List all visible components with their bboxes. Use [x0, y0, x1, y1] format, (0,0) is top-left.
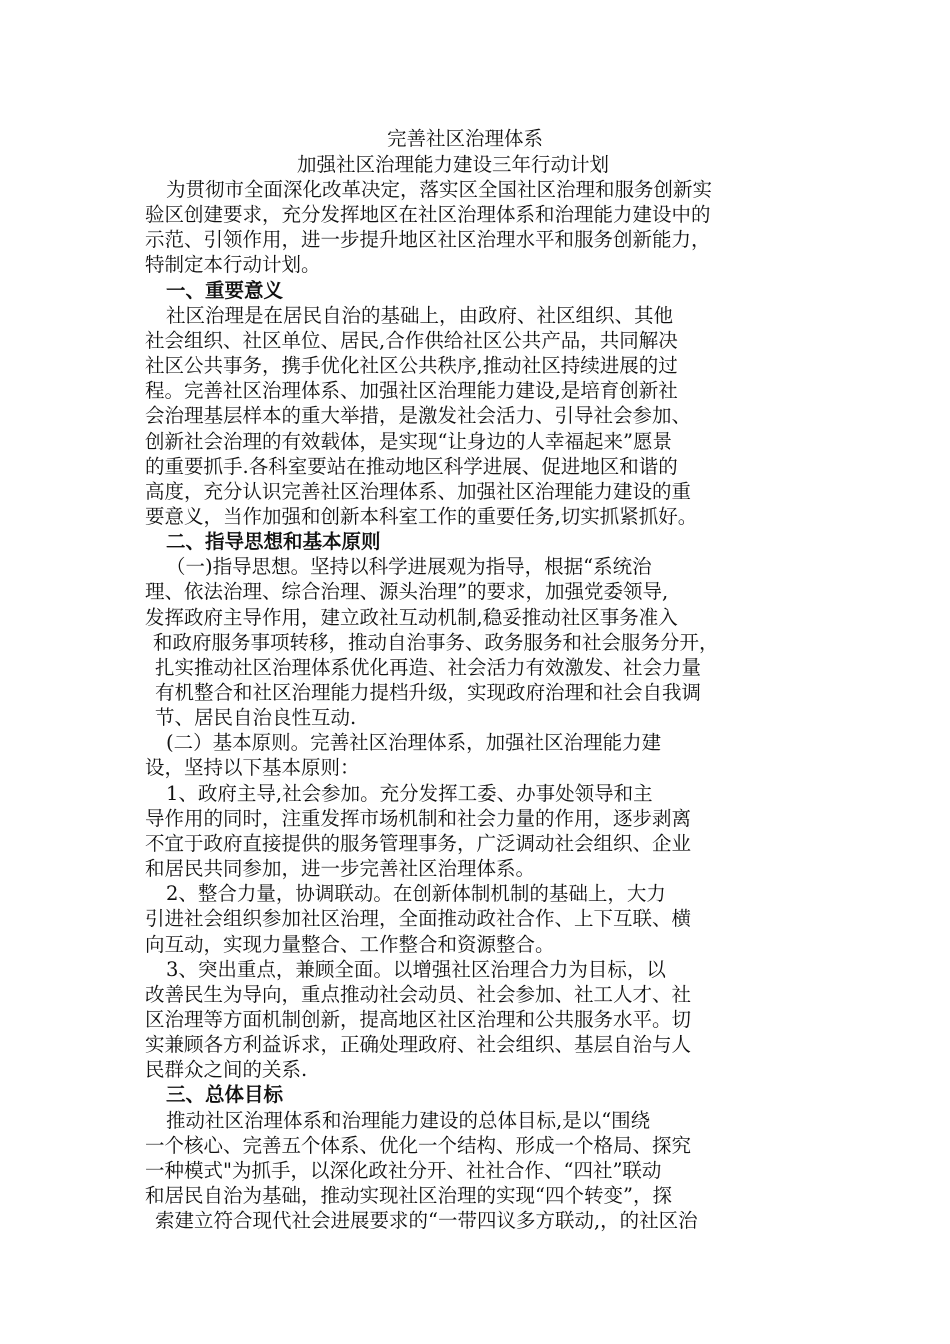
- paragraph-line: 发挥政府主导作用，建立政社互动机制,稳妥推动社区事务准入: [145, 606, 678, 629]
- paragraph-line: （一)指导思想。坚持以科学进展观为指导，根据“系统治: [166, 555, 652, 578]
- paragraph-line: 和政府服务事项转移，推动自治事务、政务服务和社会服务分开，: [153, 631, 719, 654]
- paragraph-line: 的重要抓手.各科室要站在推动地区科学进展、促进地区和谐的: [145, 455, 678, 478]
- document-subtitle: 加强社区治理能力建设三年行动计划: [297, 153, 610, 176]
- paragraph-line: 3、突出重点，兼顾全面。以增强社区治理合力为目标，以: [166, 958, 666, 981]
- paragraph-line: 导作用的同时，注重发挥市场机制和社会力量的作用，逐步剥离: [145, 807, 692, 830]
- section-heading: 三、总体目标: [166, 1083, 284, 1106]
- paragraph-line: 扎实推动社区治理体系优化再造、社会活力有效激发、社会力量: [155, 656, 702, 679]
- paragraph-line: 会治理基层样本的重大举措，是激发社会活力、引导社会参加、: [145, 404, 692, 427]
- paragraph-line: 特制定本行动计划。: [145, 253, 321, 276]
- paragraph-line: 社区公共事务，携手优化社区公共秩序,推动社区持续进展的过: [145, 354, 678, 377]
- paragraph-line: 和居民自治为基础，推动实现社区治理的实现“四个转变”，探: [145, 1184, 672, 1207]
- paragraph-line: 民群众之间的关系.: [145, 1058, 308, 1081]
- paragraph-line: 引进社会组织参加社区治理，全面推动政社合作、上下互联、横: [145, 907, 692, 930]
- paragraph-line: 创新社会治理的有效载体，是实现“让身边的人幸福起来”愿景: [145, 430, 672, 453]
- paragraph-line: 社区治理是在居民自治的基础上，由政府、社区组织、其他: [166, 304, 674, 327]
- paragraph-line: 一种模式"为抓手，以深化政社分开、社社合作、“四社”联动: [145, 1159, 662, 1182]
- paragraph-line: 向互动，实现力量整合、工作整合和资源整合。: [145, 933, 555, 956]
- paragraph-line: 示范、引领作用，进一步提升地区社区治理水平和服务创新能力，: [145, 228, 711, 251]
- paragraph-line: 节、居民自治良性互动.: [155, 706, 357, 729]
- paragraph-line: 社会组织、社区单位、居民,合作供给社区公共产品，共同解决: [145, 329, 678, 352]
- paragraph-line: 1、政府主导,社会参加。充分发挥工委、办事处领导和主: [166, 782, 653, 805]
- paragraph-line: 理、依法治理、综合治理、源头治理”的要求，加强党委领导,: [145, 580, 669, 603]
- paragraph-line: (二）基本原则。完善社区治理体系，加强社区治理能力建: [166, 731, 662, 754]
- paragraph-line: 不宜于政府直接提供的服务管理事务，广泛调动社会组织、企业: [145, 832, 692, 855]
- paragraph-line: 改善民生为导向，重点推动社会动员、社会参加、社工人才、社: [145, 983, 692, 1006]
- paragraph-line: 一个核心、完善五个体系、优化一个结构、形成一个格局、探究: [145, 1134, 692, 1157]
- paragraph-line: 设，坚持以下基本原则：: [145, 756, 360, 779]
- paragraph-line: 要意义，当作加强和创新本科室工作的重要任务,切实抓紧抓好。: [145, 505, 698, 528]
- paragraph-line: 为贯彻市全面深化改革决定，落实区全国社区治理和服务创新实: [166, 178, 713, 201]
- paragraph-line: 2、整合力量，协调联动。在创新体制机制的基础上，大力: [166, 882, 666, 905]
- paragraph-line: 区治理等方面机制创新，提高地区社区治理和公共服务水平。切: [145, 1008, 692, 1031]
- paragraph-line: 和居民共同参加，进一步完善社区治理体系。: [145, 857, 536, 880]
- section-heading: 二、指导思想和基本原则: [166, 530, 381, 553]
- paragraph-line: 实兼顾各方利益诉求，正确处理政府、社会组织、基层自治与人: [145, 1033, 692, 1056]
- section-heading: 一、重要意义: [166, 279, 284, 302]
- paragraph-line: 推动社区治理体系和治理能力建设的总体目标,是以“围绕: [166, 1109, 651, 1132]
- paragraph-line: 高度，充分认识完善社区治理体系、加强社区治理能力建设的重: [145, 480, 692, 503]
- paragraph-line: 程。完善社区治理体系、加强社区治理能力建设,是培育创新社: [145, 379, 678, 402]
- document-title: 完善社区治理体系: [387, 127, 544, 150]
- paragraph-line: 索建立符合现代社会进展要求的“一带四议多方联动,，的社区治: [155, 1209, 698, 1232]
- paragraph-line: 验区创建要求，充分发挥地区在社区治理体系和治理能力建设中的: [145, 203, 711, 226]
- paragraph-line: 有机整合和社区治理能力提档升级，实现政府治理和社会自我调: [155, 681, 702, 704]
